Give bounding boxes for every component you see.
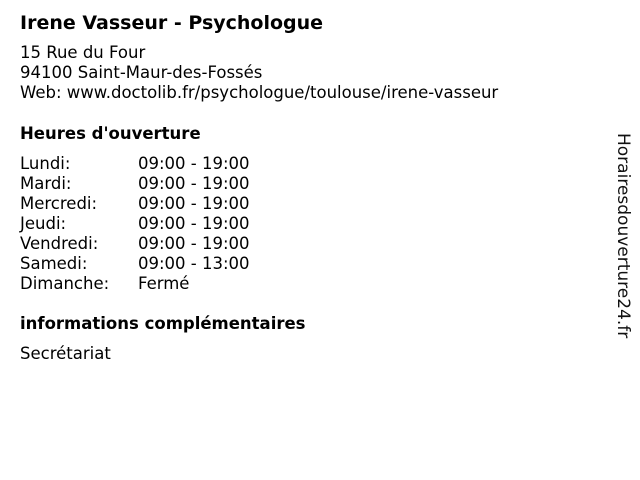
hours-value: 09:00 - 19:00 (138, 174, 250, 193)
website-text: Web: www.doctolib.fr/psychologue/toulouse/irene-vasseur (20, 83, 499, 102)
day-label: Mardi: (20, 174, 72, 193)
address-block (20, 43, 498, 103)
day-label: Lundi: (20, 154, 71, 173)
opening-hours-heading: Heures d'ouverture (20, 124, 201, 143)
day-label: Jeudi: (20, 214, 67, 233)
business-name: Irene Vasseur - Psychologue (20, 12, 324, 34)
day-label: Dimanche: (20, 274, 110, 293)
hours-value: 09:00 - 13:00 (138, 254, 250, 273)
hours-value: 09:00 - 19:00 (138, 214, 250, 233)
additional-info-text: Secrétariat (20, 344, 111, 363)
day-label: Mercredi: (20, 194, 98, 213)
additional-info-heading: informations complémentaires (20, 314, 306, 333)
street-address: 15 Rue du Four (20, 43, 146, 62)
day-label: Vendredi: (20, 234, 99, 253)
hours-value: 09:00 - 19:00 (138, 194, 250, 213)
city-address: 94100 Saint-Maur-des-Fossés (20, 63, 263, 82)
hours-value: 09:00 - 19:00 (138, 234, 250, 253)
hours-value: 09:00 - 19:00 (138, 154, 250, 173)
day-label: Samedi: (20, 254, 88, 273)
hours-value: Fermé (138, 274, 190, 293)
site-watermark: Horairesdouverture24.fr (613, 133, 633, 339)
